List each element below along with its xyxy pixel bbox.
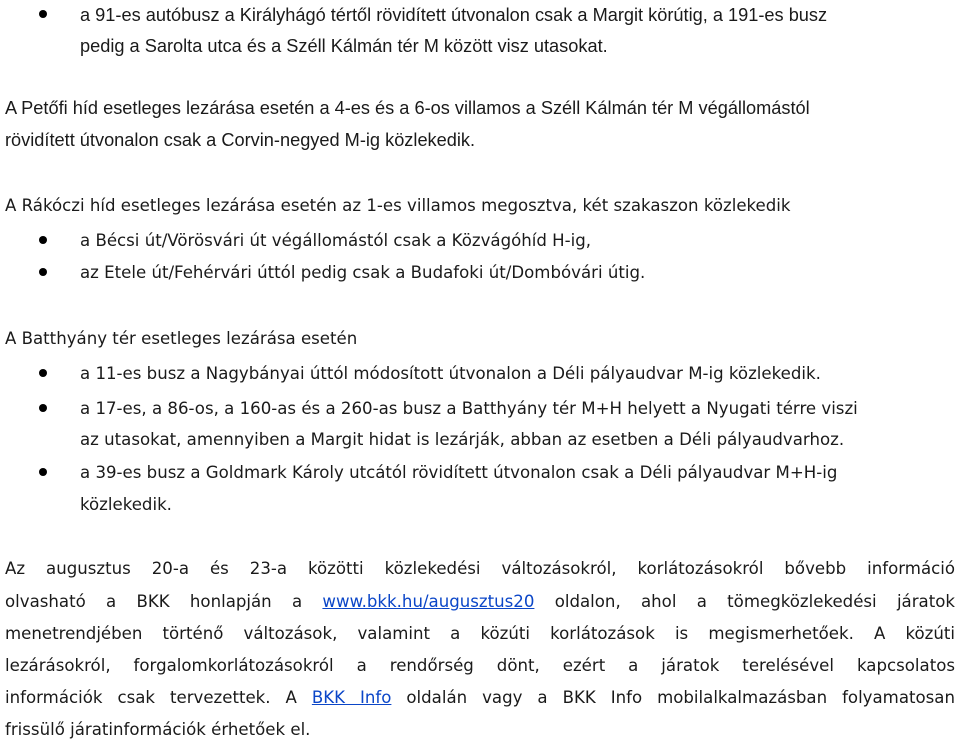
- bkk-info-link[interactable]: BKK Info: [311, 688, 392, 707]
- info-paragraph-line2: [5, 590, 955, 614]
- batthyany-item-1: a 11-es busz a Nagybányai úttól módosított útvonalon a Déli pályaudvar M-ig közlekedik.: [80, 364, 821, 383]
- batthyany-item-3-line1: a 39-es busz a Goldmark Károly utcától rövidített útvonalon csak a Déli pályaudvar M+H-ig: [80, 463, 838, 482]
- info-paragraph-line4: lezárásokról, forgalomkorlátozásokról a rendőrség dönt, ezért a járatok terelésével kapcsolatos: [5, 656, 955, 675]
- batthyany-item-2-line2: az utasokat, amennyiben a Margit hidat is lezárják, abban az esetben a Déli pályaudvarhoz.: [80, 430, 845, 449]
- batthyany-heading: A Batthyány tér esetleges lezárása esetén: [5, 329, 358, 348]
- bus-91-text-line1: a 91-es autóbusz a Királyhágó tértől rövidített útvonalon csak a Margit körútig, a 191-es busz: [80, 5, 828, 25]
- rakoczi-item-1: a Bécsi út/Vörösvári út végállomástól csak a Közvágóhíd H-ig,: [80, 231, 592, 250]
- batthyany-item-2-line1: a 17-es, a 86-os, a 160-as és a 260-as busz a Batthyány tér M+H helyett a Nyugati térre viszi: [80, 399, 858, 418]
- info-paragraph-line5: [5, 686, 955, 710]
- info-text: olvasható a BKK honlapján a: [5, 592, 323, 611]
- rakoczi-item-2: az Etele út/Fehérvári úttól pedig csak a Budafoki út/Dombóvári útig.: [80, 263, 646, 282]
- info-text: információk csak tervezettek. A: [5, 688, 312, 707]
- info-text: oldalán vagy a BKK Info mobilalkalmazásban folyamatosan: [391, 688, 955, 707]
- bullet-icon: [39, 10, 47, 18]
- info-text: oldalon, ahol a tömegközlekedési járatok: [534, 592, 955, 611]
- bkk-link-part1[interactable]: www.bkk.: [322, 592, 402, 611]
- bkk-link[interactable]: [322, 592, 534, 611]
- info-paragraph-line3: menetrendjében történő változások, valamint a közúti korlátozások is megismerhetőek. A közúti: [5, 624, 955, 643]
- bullet-icon: [39, 468, 47, 476]
- bkk-link-part2[interactable]: hu/augusztus20: [401, 592, 535, 611]
- info-paragraph-line1: Az augusztus 20-a és 23-a közötti közlekedési változásokról, korlátozásokról bővebb információ: [5, 559, 955, 578]
- bullet-icon: [39, 236, 47, 244]
- petofi-paragraph-line2: rövidített útvonalon csak a Corvin-negyed M-ig közlekedik.: [5, 130, 476, 150]
- bus-91-text-line2: pedig a Sarolta utca és a Széll Kálmán tér M között visz utasokat.: [80, 36, 608, 56]
- rakoczi-heading: A Rákóczi híd esetleges lezárása esetén az 1-es villamos megosztva, két szakaszon közlekedik: [5, 196, 791, 215]
- petofi-paragraph-line1: A Petőfi híd esetleges lezárása esetén a 4-es és a 6-os villamos a Széll Kálmán tér M végállomástól: [5, 98, 810, 118]
- info-paragraph-line6: frissülő járatinformációk érhetőek el.: [5, 720, 311, 739]
- bullet-icon: [39, 404, 47, 412]
- batthyany-item-3-line2: közlekedik.: [80, 495, 172, 514]
- bullet-icon: [39, 268, 47, 276]
- bullet-icon: [39, 369, 47, 377]
